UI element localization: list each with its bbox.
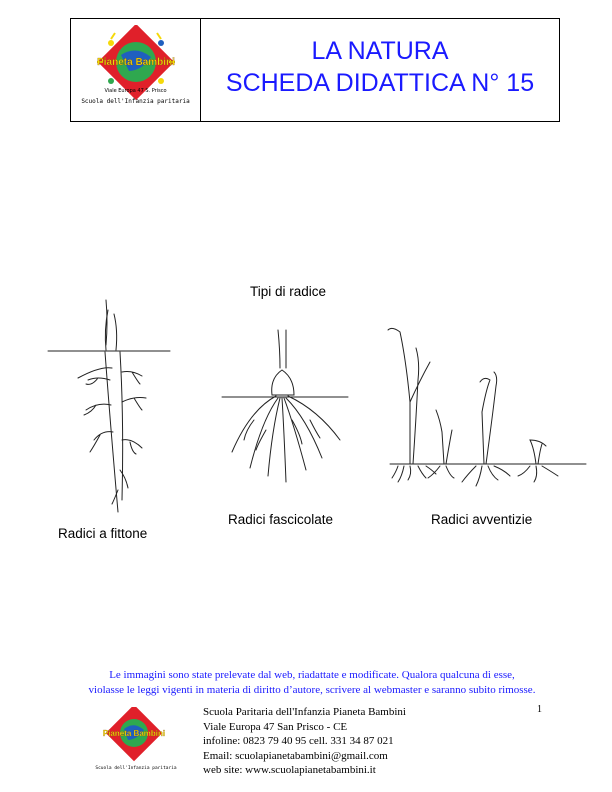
fibrous-root-drawing	[222, 330, 348, 482]
logo-address: Viale Europa 47 S. Prisco	[104, 88, 167, 94]
taproot-drawing	[48, 300, 170, 512]
footer-address: Viale Europa 47 San Prisco - CE	[203, 720, 348, 733]
logo-brand: Pianeta Bambini	[97, 57, 175, 68]
figure-caption: Tipi di radice	[250, 284, 327, 299]
disclaimer-line-1: Le immagini sono state prelevate dal web, riadattate e modificate. Qualora qualcuna di esse,	[109, 669, 515, 681]
footer-logo-subtitle: Scuola dell'Infanzia paritaria	[95, 766, 177, 771]
footer-email[interactable]: Email: scuolapianetabambini@gmail.com	[203, 749, 388, 762]
footer-phone: infoline: 0823 79 40 95 cell. 331 34 87 021	[203, 735, 394, 747]
footer-school-name: Scuola Paritaria dell'Infanzia Pianeta Bambini	[203, 706, 406, 718]
disclaimer-line-2: violasse le leggi vigenti in materia di diritto d’autore, scrivere al webmaster e saranno subito rimosse.	[88, 684, 536, 696]
footer-contact	[203, 705, 406, 778]
adventitious-root-drawing	[388, 328, 586, 486]
page-number: 1	[537, 704, 542, 715]
logo-subtitle: Scuola dell'Infanzia paritaria	[81, 98, 190, 105]
label-taproot: Radici a fittone	[58, 526, 148, 541]
title-line-2: SCHEDA DIDATTICA N° 15	[225, 69, 535, 97]
footer-logo-brand: Pianeta Bambini	[102, 729, 166, 738]
title-line-1: LA NATURA	[311, 37, 449, 65]
label-fibrous: Radici fascicolate	[228, 512, 334, 527]
copyright-disclaimer	[22, 668, 602, 698]
footer-logo	[92, 707, 180, 773]
footer-website[interactable]: web site: www.scuolapianetabambini.it	[203, 764, 376, 776]
label-adventitious: Radici avventizie	[431, 512, 533, 527]
